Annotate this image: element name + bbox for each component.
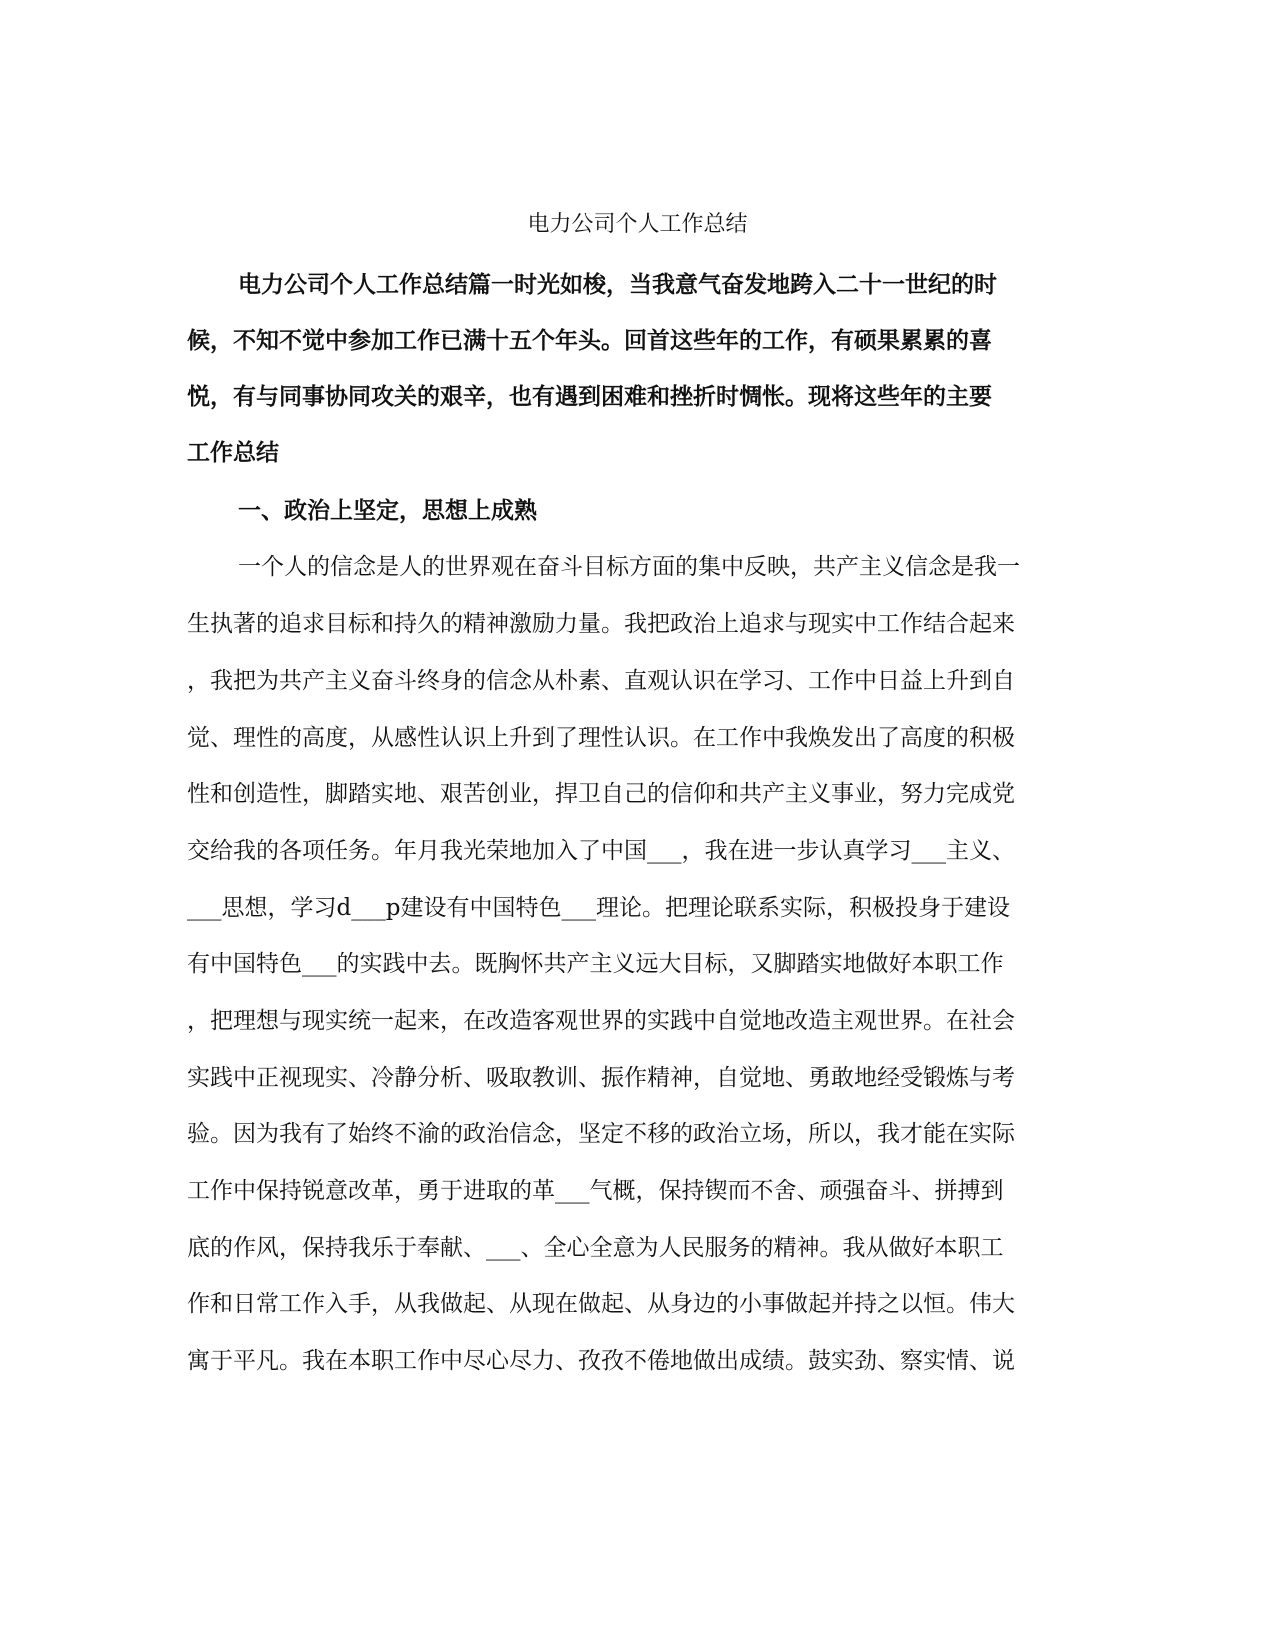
body-line-8: 有中国特色___的实践中去。既胸怀共产主义远大目标，又脚踏实地做好本职工作 bbox=[187, 951, 1004, 977]
body-line-7: ___思想，学习d___p建设有中国特色___理论。把理论联系实际，积极投身于建设 bbox=[187, 895, 1010, 921]
body-line-13: 底的作风，保持我乐于奉献、___、全心全意为人民服务的精神。我从做好本职工 bbox=[187, 1235, 1004, 1261]
body-line-10: 实践中正视现实、冷静分析、吸取教训、振作精神，自觉地、勇敢地经受锻炼与考 bbox=[187, 1065, 1015, 1091]
intro-line-1: 电力公司个人工作总结篇一时光如梭，当我意气奋发地跨入二十一世纪的时 bbox=[238, 271, 997, 298]
body-line-3: ，我把为共产主义奋斗终身的信念从朴素、直观认识在学习、工作中日益上升到自 bbox=[187, 668, 1015, 694]
body-line-5: 性和创造性，脚踏实地、艰苦创业，捍卫自己的信仰和共产主义事业，努力完成党 bbox=[187, 781, 1015, 807]
document-title: 电力公司个人工作总结 bbox=[527, 212, 748, 237]
body-line-11: 验。因为我有了始终不渝的政治信念，坚定不移的政治立场，所以，我才能在实际 bbox=[187, 1121, 1015, 1147]
body-line-6: 交给我的各项任务。年月我光荣地加入了中国___，我在进一步认真学习___主义、 bbox=[187, 838, 1015, 864]
body-line-2: 生执著的追求目标和持久的精神激励力量。我把政治上追求与现实中工作结合起来 bbox=[187, 611, 1015, 637]
intro-line-4: 工作总结 bbox=[187, 439, 279, 466]
body-line-4: 觉、理性的高度，从感性认识上升到了理性认识。在工作中我焕发出了高度的积极 bbox=[187, 725, 1015, 751]
section-heading: 一、政治上坚定，思想上成熟 bbox=[238, 497, 537, 524]
intro-line-3: 悦，有与同事协同攻关的艰辛，也有遇到困难和挫折时惆怅。现将这些年的主要 bbox=[187, 383, 992, 410]
intro-line-2: 候，不知不觉中参加工作已满十五个年头。回首这些年的工作，有硕果累累的喜 bbox=[187, 327, 992, 354]
body-line-15: 寓于平凡。我在本职工作中尽心尽力、孜孜不倦地做出成绩。鼓实劲、察实情、说 bbox=[187, 1348, 1015, 1374]
body-line-1: 一个人的信念是人的世界观在奋斗目标方面的集中反映，共产主义信念是我一 bbox=[238, 554, 1020, 580]
body-line-12: 工作中保持锐意改革，勇于进取的革___气概，保持锲而不舍、顽强奋斗、拼搏到 bbox=[187, 1178, 1004, 1204]
body-line-14: 作和日常工作入手，从我做起、从现在做起、从身边的小事做起并持之以恒。伟大 bbox=[187, 1291, 1015, 1317]
body-line-9: ，把理想与现实统一起来，在改造客观世界的实践中自觉地改造主观世界。在社会 bbox=[187, 1008, 1015, 1034]
